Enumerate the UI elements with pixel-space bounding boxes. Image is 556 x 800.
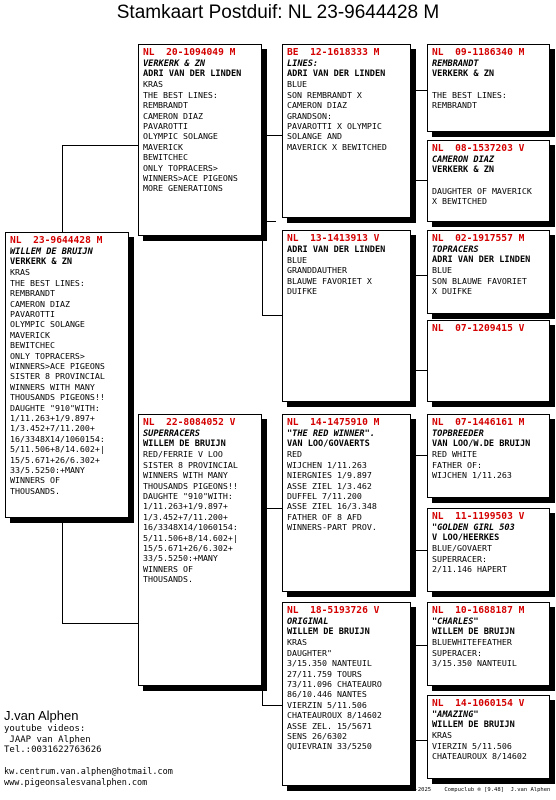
bird-card-mmf[interactable] <box>427 602 550 686</box>
ring-number: NL 23-9644428 M <box>10 235 103 246</box>
bird-owner: WILLEM DE BRUIJN <box>143 438 226 449</box>
ring-number: NL 14-1475910 M <box>287 417 380 428</box>
ring-number: NL 14-1060154 V <box>432 698 525 709</box>
ring-number: NL 07-1446161 M <box>432 417 525 428</box>
bird-name: TOPBREEDER <box>432 428 484 439</box>
connector-line <box>412 180 427 181</box>
connector-line <box>412 645 413 740</box>
bird-card-mfm[interactable] <box>427 508 550 592</box>
bird-owner: ADRI VAN DER LINDEN <box>287 244 386 255</box>
bird-card-father-mother[interactable] <box>282 230 411 402</box>
bird-notes: KRAS THE BEST LINES: REMBRANDT CAMERON DIAZ PAVAROTTI OLYMPIC SOLANGE MAVERICK BEWITCHEC ONLY TOPRACERS> WINNERS>ACE PIGEONS SISTER 8 PROVINCIAL WINNERS WITH MANY THOUSANDS PIGEONS!! DAUGHTE "910"WITH: 1/11.263+1/9.897+ 1/3.452+7/11.200+ 16/3348X14/1060154: 5/11.506+8/14.602+| 15/5.671+26/6.302+ 33/5.5250:+MANY WINNERS OF THOUSANDS. <box>10 267 105 496</box>
bird-card-fmm[interactable] <box>427 320 550 402</box>
ring-number: NL 20-1094049 M <box>143 47 236 58</box>
connector-line <box>62 518 63 623</box>
bird-notes: THE BEST LINES: REMBRANDT <box>432 89 507 111</box>
bird-notes: BLUE GRANDDAUTHER BLAUWE FAVORIET X DUIFKE <box>287 254 372 297</box>
connector-line <box>412 740 427 741</box>
bird-notes: RED WHITE FATHER OF: WIJCHEN 1/11.263 <box>432 449 512 481</box>
ring-number: BE 12-1618333 M <box>287 47 380 58</box>
bird-card-fff[interactable] <box>427 44 550 132</box>
bird-name: SUPERRACERS <box>143 428 200 439</box>
bird-notes: KRAS VIERZIN 5/11.506 CHATEAUROUX 8/14602 <box>432 730 527 762</box>
bird-name: WILLEM DE BRUIJN <box>10 246 93 257</box>
bird-notes: RED WIJCHEN 1/11.263 NIERGNIES 1/9.897 ASSE ZIEL 1/3.462 DUFFEL 7/11.200 ASSE ZIEL 16/3.348 FATHER OF 8 AFD WINNERS-PART PROV. <box>287 449 377 533</box>
bird-notes: KRAS THE BEST LINES: REMBRANDT CAMERON DIAZ PAVAROTTI OLYMPIC SOLANGE MAVERICK BEWITCHEC ONLY TOPRACERS> WINNERS>ACE PIGEONS MORE GENERATIONS <box>143 79 238 194</box>
connector-line <box>412 275 413 370</box>
ring-number: NL 13-1413913 V <box>287 233 380 244</box>
bird-card-mff[interactable] <box>427 414 550 498</box>
bird-notes: BLUE SON BLAUWE FAVORIET X DUIFKE <box>432 265 527 297</box>
connector-line <box>412 455 427 456</box>
connector-line <box>262 135 282 136</box>
bird-card-father[interactable] <box>138 44 262 236</box>
bird-name: "GOLDEN GIRL 503 <box>432 522 515 533</box>
bird-owner: V LOO/HEERKES <box>432 532 500 543</box>
bird-name: CAMERON DIAZ <box>432 154 495 165</box>
connector-line <box>262 705 282 706</box>
bird-card-father-father[interactable] <box>282 44 411 218</box>
bird-notes: KRAS DAUGHTER" 3/15.350 NANTEUIL 27/11.759 TOURS 73/11.096 CHATEAURO 86/10.446 NANTES VIERZIN 5/11.506 CHATEAUROUX 8/14602 ASSE ZEL. 15/5671 SENS 26/6302 QUIEVRAIN 33/5250 <box>287 637 382 752</box>
bird-owner: WILLEM DE BRUIJN <box>432 626 515 637</box>
connector-line <box>412 90 427 91</box>
bird-card-mother-mother[interactable] <box>282 602 411 786</box>
youtube-info: youtube videos: JAAP van Alphen Tel.:0031622763626 <box>4 724 102 755</box>
bird-name: ORIGINAL <box>287 616 329 627</box>
connector-line <box>262 508 263 705</box>
bird-name: "THE RED WINNER". <box>287 428 375 439</box>
bird-name: REMBRANDT <box>432 58 479 69</box>
bird-name: TOPRACERS <box>432 244 479 255</box>
ring-number: NL 08-1537203 V <box>432 143 525 154</box>
bird-card-mother-father[interactable] <box>282 414 411 592</box>
bird-notes: BLUE/GOVAERT SUPERRACER: 2/11.146 HAPERT <box>432 543 507 575</box>
bird-owner: WILLEM DE BRUIJN <box>287 626 370 637</box>
connector-line <box>62 145 63 232</box>
bird-card-mother[interactable] <box>138 414 262 686</box>
ring-number: NL 09-1186340 M <box>432 47 525 58</box>
connector-line <box>262 315 282 316</box>
bird-notes: BLUEWHITEFEATHER SUPERACER: 3/15.350 NANTEUIL <box>432 637 517 669</box>
print-stamp: 08-08-2025 Compuclub ® [9.48] J.van Alphen <box>398 787 551 793</box>
connector-line <box>412 550 427 551</box>
bird-owner: VERKERK & ZN <box>432 68 495 79</box>
bird-owner: VAN LOO/W.DE BRUIJN <box>432 438 531 449</box>
bird-card-subject[interactable] <box>5 232 129 518</box>
bird-name: "AMAZING" <box>432 709 479 720</box>
ring-number: NL 02-1917557 M <box>432 233 525 244</box>
connector-line <box>62 145 138 146</box>
ring-number: NL 22-8084052 V <box>143 417 236 428</box>
connector-line <box>412 455 413 550</box>
connector-line <box>412 645 427 646</box>
breeder-name: J.van Alphen <box>4 708 79 723</box>
bird-card-ffm[interactable] <box>427 140 550 222</box>
contact-info: kw.centrum.van.alphen@hotmail.com www.pigeonsalesvanalphen.com <box>4 767 173 788</box>
bird-owner: VERKERK & ZN <box>432 164 495 175</box>
ring-number: NL 10-1688187 M <box>432 605 525 616</box>
bird-notes: BLUE SON REMBRANDT X CAMERON DIAZ GRANDSON: PAVAROTTI X OLYMPIC SOLANGE AND MAVERICK X BEWITCHED <box>287 79 387 152</box>
connector-line <box>412 275 427 276</box>
bird-owner: ADRI VAN DER LINDEN <box>143 68 242 79</box>
bird-owner: ADRI VAN DER LINDEN <box>287 68 386 79</box>
bird-card-mmm[interactable] <box>427 695 550 779</box>
connector-line <box>262 508 282 509</box>
ring-number: NL 07-1209415 V <box>432 323 525 334</box>
connector-line <box>412 90 413 180</box>
connector-line <box>262 135 263 315</box>
bird-owner: ADRI VAN DER LINDEN <box>432 254 531 265</box>
connector-line <box>262 221 276 222</box>
bird-name: VERKERK & ZN <box>143 58 206 69</box>
bird-owner: VAN LOO/GOVAERTS <box>287 438 370 449</box>
page-title: Stamkaart Postduif: NL 23-9644428 M <box>116 2 440 23</box>
ring-number: NL 11-1199503 V <box>432 511 525 522</box>
connector-line <box>412 370 427 371</box>
bird-notes: RED/FERRIE V LOO SISTER 8 PROVINCIAL WINNERS WITH MANY THOUSANDS PIGEONS!! DAUGHTE "910"WITH: 1/11.263+1/9.897+ 1/3.452+7/11.200+ 16/3348X14/1060154: 5/11.506+8/14.602+| 15/5.671+26/6.302+ 33/5.5250:+MANY WINNERS OF THOUSANDS. <box>143 449 238 585</box>
bird-owner: VERKERK & ZN <box>10 256 73 267</box>
ring-number: NL 18-5193726 V <box>287 605 380 616</box>
bird-name: "CHARLES" <box>432 616 479 627</box>
bird-owner: WILLEM DE BRUIJN <box>432 719 515 730</box>
bird-card-fmf[interactable] <box>427 230 550 314</box>
connector-line <box>62 623 138 624</box>
bird-notes: DAUGHTER OF MAVERICK X BEWITCHED <box>432 185 532 207</box>
bird-name: LINES: <box>287 58 319 69</box>
